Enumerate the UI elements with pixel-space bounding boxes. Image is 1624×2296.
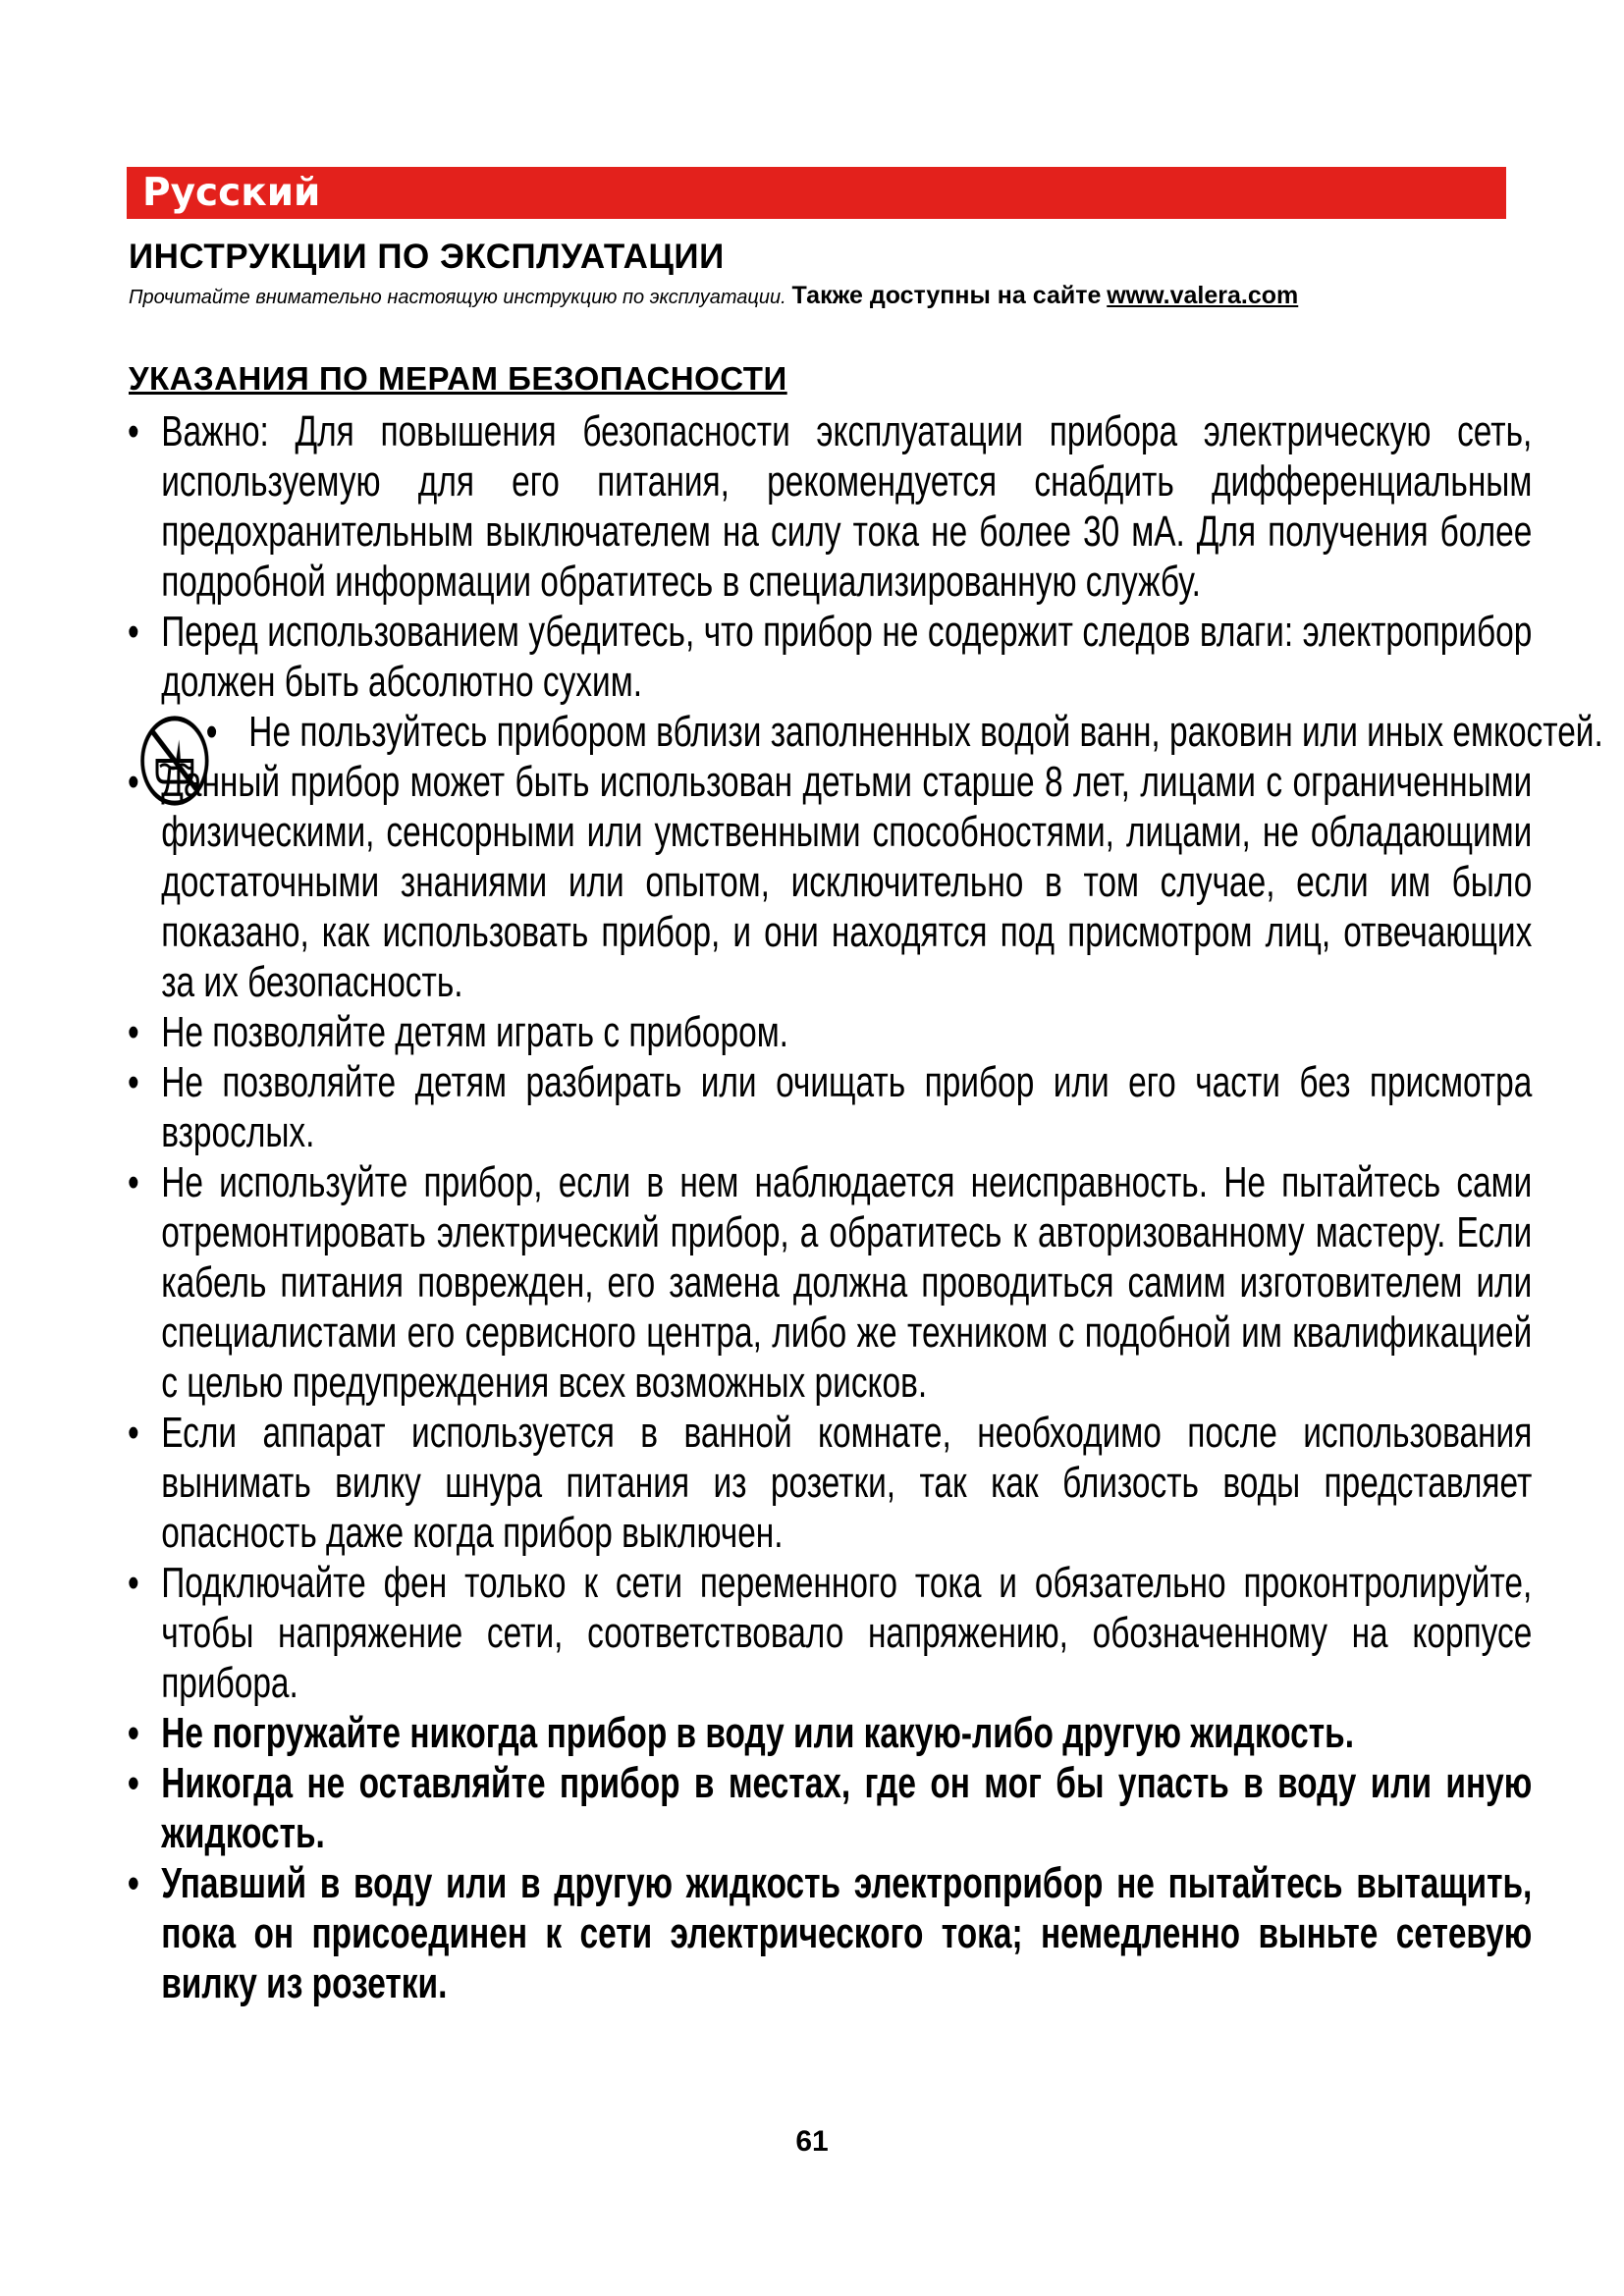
page-title: ИНСТРУКЦИИ ПО ЭКСПЛУАТАЦИИ xyxy=(129,238,725,276)
safety-item-3-text: Не пользуйтесь прибором вблизи заполненных водой ванн, раковин или иных емкостей. xyxy=(248,708,1603,756)
safety-item-3 xyxy=(128,707,1610,757)
page-number: 61 xyxy=(795,2125,829,2158)
subtitle-availability: Также доступны на сайте xyxy=(791,282,1102,309)
subtitle-note: Прочитайте внимательно настоящую инструкцию по эксплуатации. xyxy=(129,287,786,308)
safety-item-7: • Не используйте прибор, если в нем наблюдается неисправность. Не пытайтесь сами отремонтировать электрический прибор, а обратитесь к авторизованному мастеру. Если кабель питания поврежден, его замена должна проводиться самим изготовителем или специалистами его сервисного центра, либо же техником с подобной им квалификацией с целью предупреждения всех возможных рисков. xyxy=(128,1157,1532,1408)
safety-item-9: • Подключайте фен только к сети переменного тока и обязательно проконтролируйте, чтобы напряжение сети, соответствовало напряжению, обозначенному на корпусе прибора. xyxy=(128,1558,1532,1708)
safety-item-12: • Упавший в воду или в другую жидкость электроприбор не пытайтесь вытащить, пока он присоединен к сети электрического тока; немедленно выньте сетевую вилку из розетки. xyxy=(128,1858,1532,2008)
subtitle xyxy=(129,281,1503,312)
safety-item-4: • Данный прибор может быть использован детьми старше 8 лет, лицами с ограниченными физическими, сенсорными или умственными способностями, лицами, не обладающими достаточными знаниями или опытом, исключительно в том случае, если им было показано, как использовать прибор, и они находятся под присмотром лиц, отвечающих за их безопасность. xyxy=(128,757,1532,1007)
safety-item-8: • Если аппарат используется в ванной комнате, необходимо после использования вынимать вилку шнура питания из розетки, так как близость воды представляет опасность даже когда прибор выключен. xyxy=(128,1408,1532,1558)
safety-list xyxy=(128,406,1603,2008)
safety-item-6: • Не позволяйте детям разбирать или очищать прибор или его части без присмотра взрослых. xyxy=(128,1057,1532,1157)
language-label: Русский xyxy=(142,171,321,215)
safety-item-5: • Не позволяйте детям играть с прибором. xyxy=(128,1007,1532,1057)
safety-item-10: • Не погружайте никогда прибор в воду или какую-либо другую жидкость. xyxy=(128,1708,1532,1758)
safety-item-11: • Никогда не оставляйте прибор в местах, где он мог бы упасть в воду или иную жидкость. xyxy=(128,1758,1532,1858)
safety-item-1: • Важно: Для повышения безопасности эксплуатации прибора электрическую сеть, используемую для его питания, рекомендуется снабдить дифференциальным предохранительным выключателем на силу тока не более 30 мА. Для получения более подробной информации обратитесь в специализированную службу. xyxy=(128,406,1532,607)
language-bar xyxy=(127,167,1506,219)
section-title: УКАЗАНИЯ ПО МЕРАМ БЕЗОПАСНОСТИ xyxy=(129,360,787,397)
safety-item-2: • Перед использованием убедитесь, что прибор не содержит следов влаги: электроприбор должен быть абсолютно сухим. xyxy=(128,607,1532,707)
website-link[interactable]: www.valera.com xyxy=(1107,282,1299,309)
